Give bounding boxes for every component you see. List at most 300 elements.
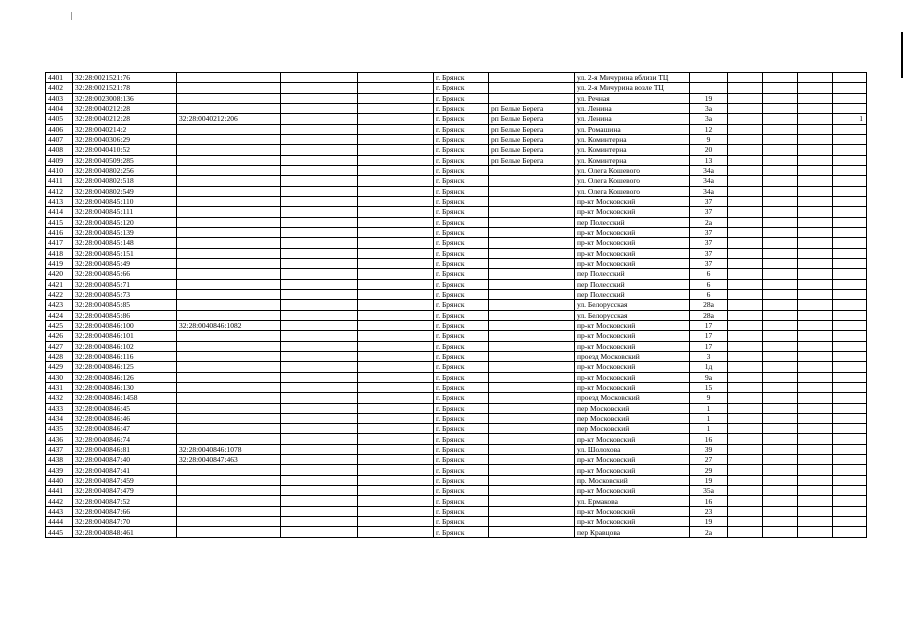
- col-13-cell: [833, 310, 867, 320]
- cadastral-number-cell: 32:28:0021521:78: [73, 83, 177, 93]
- linked-cadastral-number-cell: [177, 124, 281, 134]
- settlement-cell: [489, 486, 575, 496]
- settlement-cell: [489, 434, 575, 444]
- house-number-cell: 3а: [690, 103, 728, 113]
- city-cell: г. Брянск: [434, 134, 489, 144]
- col-5-cell: [358, 527, 434, 537]
- city-cell: г. Брянск: [434, 145, 489, 155]
- street-cell: пер Московский: [575, 424, 690, 434]
- cadastral-number-cell: 32:28:0040847:41: [73, 465, 177, 475]
- col-10-cell: [728, 496, 763, 506]
- row-number-cell: 4413: [46, 196, 73, 206]
- col-4-cell: [281, 320, 358, 330]
- col-10-cell: [728, 455, 763, 465]
- col-11-cell: [763, 424, 798, 434]
- col-5-cell: [358, 382, 434, 392]
- house-number-cell: 13: [690, 155, 728, 165]
- col-10-cell: [728, 279, 763, 289]
- street-cell: пр-кт Московский: [575, 455, 690, 465]
- settlement-cell: [489, 83, 575, 93]
- house-number-cell: 27: [690, 455, 728, 465]
- cadastral-number-cell: 32:28:0040847:66: [73, 506, 177, 516]
- city-cell: г. Брянск: [434, 248, 489, 258]
- city-cell: г. Брянск: [434, 124, 489, 134]
- table-row: [46, 83, 867, 93]
- col-5-cell: [358, 93, 434, 103]
- street-cell: пр. Московский: [575, 475, 690, 485]
- house-number-cell: 3а: [690, 114, 728, 124]
- col-13-cell: [833, 320, 867, 330]
- col-13-cell: [833, 331, 867, 341]
- col-10-cell: [728, 186, 763, 196]
- col-5-cell: [358, 248, 434, 258]
- cadastral-number-cell: 32:28:0040845:120: [73, 217, 177, 227]
- settlement-cell: [489, 196, 575, 206]
- col-10-cell: [728, 93, 763, 103]
- col-13-cell: [833, 124, 867, 134]
- linked-cadastral-number-cell: [177, 413, 281, 423]
- city-cell: г. Брянск: [434, 475, 489, 485]
- col-12-cell: [798, 496, 833, 506]
- col-11-cell: [763, 289, 798, 299]
- registry-table: [45, 72, 867, 538]
- house-number-cell: 1: [690, 403, 728, 413]
- linked-cadastral-number-cell: [177, 465, 281, 475]
- col-13-cell: [833, 486, 867, 496]
- row-number-cell: 4425: [46, 320, 73, 330]
- col-10-cell: [728, 465, 763, 475]
- row-number-cell: 4437: [46, 444, 73, 454]
- street-cell: пр-кт Московский: [575, 258, 690, 268]
- col-13-cell: [833, 196, 867, 206]
- col-13-cell: [833, 289, 867, 299]
- col-5-cell: [358, 496, 434, 506]
- col-5-cell: [358, 362, 434, 372]
- col-12-cell: [798, 155, 833, 165]
- city-cell: г. Брянск: [434, 331, 489, 341]
- col-5-cell: [358, 393, 434, 403]
- city-cell: г. Брянск: [434, 196, 489, 206]
- table-row: [46, 186, 867, 196]
- table-row: [46, 527, 867, 537]
- linked-cadastral-number-cell: [177, 103, 281, 113]
- col-5-cell: [358, 238, 434, 248]
- col-10-cell: [728, 227, 763, 237]
- row-number-cell: 4407: [46, 134, 73, 144]
- linked-cadastral-number-cell: [177, 186, 281, 196]
- col-5-cell: [358, 73, 434, 83]
- table-row: [46, 362, 867, 372]
- col-11-cell: [763, 176, 798, 186]
- house-number-cell: 34а: [690, 186, 728, 196]
- settlement-cell: [489, 444, 575, 454]
- row-number-cell: 4416: [46, 227, 73, 237]
- col-5-cell: [358, 434, 434, 444]
- linked-cadastral-number-cell: [177, 475, 281, 485]
- col-12-cell: [798, 176, 833, 186]
- street-cell: пр-кт Московский: [575, 506, 690, 516]
- col-11-cell: [763, 486, 798, 496]
- col-4-cell: [281, 155, 358, 165]
- col-12-cell: [798, 413, 833, 423]
- linked-cadastral-number-cell: [177, 310, 281, 320]
- col-10-cell: [728, 341, 763, 351]
- city-cell: г. Брянск: [434, 506, 489, 516]
- settlement-cell: [489, 217, 575, 227]
- street-cell: ул. Ромашина: [575, 124, 690, 134]
- city-cell: г. Брянск: [434, 486, 489, 496]
- row-number-cell: 4438: [46, 455, 73, 465]
- table-row: [46, 165, 867, 175]
- row-number-cell: 4421: [46, 279, 73, 289]
- linked-cadastral-number-cell: [177, 424, 281, 434]
- linked-cadastral-number-cell: [177, 93, 281, 103]
- table-row: [46, 455, 867, 465]
- col-13-cell: [833, 393, 867, 403]
- col-10-cell: [728, 506, 763, 516]
- col-11-cell: [763, 382, 798, 392]
- col-5-cell: [358, 320, 434, 330]
- house-number-cell: 19: [690, 517, 728, 527]
- settlement-cell: [489, 475, 575, 485]
- linked-cadastral-number-cell: [177, 517, 281, 527]
- city-cell: г. Брянск: [434, 289, 489, 299]
- col-13-cell: [833, 496, 867, 506]
- col-13-cell: [833, 279, 867, 289]
- table-row: [46, 196, 867, 206]
- city-cell: г. Брянск: [434, 413, 489, 423]
- cadastral-number-cell: 32:28:0040847:459: [73, 475, 177, 485]
- col-13-cell: [833, 217, 867, 227]
- city-cell: г. Брянск: [434, 424, 489, 434]
- settlement-cell: [489, 258, 575, 268]
- cadastral-number-cell: 32:28:0040846:125: [73, 362, 177, 372]
- house-number-cell: 12: [690, 124, 728, 134]
- col-4-cell: [281, 217, 358, 227]
- settlement-cell: рп Белые Берега: [489, 155, 575, 165]
- col-5-cell: [358, 217, 434, 227]
- settlement-cell: [489, 331, 575, 341]
- col-10-cell: [728, 310, 763, 320]
- table-row: [46, 506, 867, 516]
- street-cell: ул. 2-я Мичурина вблизи ТЦ: [575, 73, 690, 83]
- col-10-cell: [728, 320, 763, 330]
- col-13-cell: [833, 176, 867, 186]
- row-number-cell: 4434: [46, 413, 73, 423]
- col-5-cell: [358, 83, 434, 93]
- cadastral-number-cell: 32:28:0040846:47: [73, 424, 177, 434]
- cadastral-number-cell: 32:28:0040212:28: [73, 103, 177, 113]
- row-number-cell: 4426: [46, 331, 73, 341]
- col-5-cell: [358, 403, 434, 413]
- col-5-cell: [358, 413, 434, 423]
- col-4-cell: [281, 227, 358, 237]
- col-10-cell: [728, 83, 763, 93]
- linked-cadastral-number-cell: [177, 289, 281, 299]
- settlement-cell: [489, 248, 575, 258]
- house-number-cell: 37: [690, 238, 728, 248]
- corner-mark: [71, 12, 72, 20]
- col-12-cell: [798, 248, 833, 258]
- street-cell: ул. Белорусская: [575, 310, 690, 320]
- col-12-cell: [798, 134, 833, 144]
- cadastral-number-cell: 32:28:0040845:71: [73, 279, 177, 289]
- cadastral-number-cell: 32:28:0040845:49: [73, 258, 177, 268]
- row-number-cell: 4422: [46, 289, 73, 299]
- settlement-cell: [489, 372, 575, 382]
- settlement-cell: рп Белые Берега: [489, 145, 575, 155]
- col-12-cell: [798, 475, 833, 485]
- col-13-cell: [833, 372, 867, 382]
- col-11-cell: [763, 186, 798, 196]
- house-number-cell: 19: [690, 93, 728, 103]
- col-11-cell: [763, 413, 798, 423]
- col-11-cell: [763, 207, 798, 217]
- col-11-cell: [763, 310, 798, 320]
- col-13-cell: [833, 362, 867, 372]
- cadastral-number-cell: 32:28:0040847:479: [73, 486, 177, 496]
- linked-cadastral-number-cell: [177, 145, 281, 155]
- table-row: [46, 300, 867, 310]
- linked-cadastral-number-cell: [177, 403, 281, 413]
- street-cell: пр-кт Московский: [575, 517, 690, 527]
- cadastral-number-cell: 32:28:0040410:52: [73, 145, 177, 155]
- row-number-cell: 4406: [46, 124, 73, 134]
- cadastral-number-cell: 32:28:0040802:518: [73, 176, 177, 186]
- city-cell: г. Брянск: [434, 269, 489, 279]
- house-number-cell: 17: [690, 341, 728, 351]
- col-4-cell: [281, 517, 358, 527]
- col-12-cell: [798, 227, 833, 237]
- table-row: [46, 279, 867, 289]
- page-edge-mark: [901, 32, 903, 78]
- col-12-cell: [798, 300, 833, 310]
- col-10-cell: [728, 300, 763, 310]
- city-cell: г. Брянск: [434, 310, 489, 320]
- col-4-cell: [281, 341, 358, 351]
- col-12-cell: [798, 207, 833, 217]
- cadastral-number-cell: 32:28:0040845:73: [73, 289, 177, 299]
- col-10-cell: [728, 248, 763, 258]
- house-number-cell: 34а: [690, 176, 728, 186]
- settlement-cell: [489, 393, 575, 403]
- table-row: [46, 351, 867, 361]
- row-number-cell: 4442: [46, 496, 73, 506]
- col-5-cell: [358, 207, 434, 217]
- house-number-cell: 28а: [690, 310, 728, 320]
- table-row: [46, 238, 867, 248]
- house-number-cell: 16: [690, 434, 728, 444]
- col-12-cell: [798, 527, 833, 537]
- table-row: [46, 124, 867, 134]
- house-number-cell: [690, 73, 728, 83]
- cadastral-number-cell: 32:28:0023008:136: [73, 93, 177, 103]
- col-13-cell: [833, 186, 867, 196]
- row-number-cell: 4432: [46, 393, 73, 403]
- col-12-cell: [798, 320, 833, 330]
- settlement-cell: [489, 73, 575, 83]
- settlement-cell: [489, 413, 575, 423]
- cadastral-number-cell: 32:28:0040847:40: [73, 455, 177, 465]
- col-5-cell: [358, 269, 434, 279]
- col-11-cell: [763, 124, 798, 134]
- col-11-cell: [763, 403, 798, 413]
- col-10-cell: [728, 73, 763, 83]
- cadastral-number-cell: 32:28:0040306:29: [73, 134, 177, 144]
- table-row: [46, 176, 867, 186]
- col-12-cell: [798, 114, 833, 124]
- col-5-cell: [358, 341, 434, 351]
- col-12-cell: [798, 279, 833, 289]
- settlement-cell: рп Белые Берега: [489, 124, 575, 134]
- row-number-cell: 4409: [46, 155, 73, 165]
- col-12-cell: [798, 238, 833, 248]
- col-13-cell: [833, 258, 867, 268]
- col-5-cell: [358, 455, 434, 465]
- city-cell: г. Брянск: [434, 496, 489, 506]
- col-11-cell: [763, 73, 798, 83]
- row-number-cell: 4408: [46, 145, 73, 155]
- col-10-cell: [728, 444, 763, 454]
- city-cell: г. Брянск: [434, 83, 489, 93]
- street-cell: проезд Московский: [575, 351, 690, 361]
- linked-cadastral-number-cell: [177, 258, 281, 268]
- col-11-cell: [763, 114, 798, 124]
- house-number-cell: 15: [690, 382, 728, 392]
- row-number-cell: 4401: [46, 73, 73, 83]
- col-4-cell: [281, 455, 358, 465]
- col-4-cell: [281, 444, 358, 454]
- house-number-cell: 9: [690, 134, 728, 144]
- col-10-cell: [728, 207, 763, 217]
- row-number-cell: 4419: [46, 258, 73, 268]
- cadastral-number-cell: 32:28:0040846:81: [73, 444, 177, 454]
- street-cell: ул. Коминтерна: [575, 134, 690, 144]
- row-number-cell: 4429: [46, 362, 73, 372]
- street-cell: пр-кт Московский: [575, 331, 690, 341]
- col-13-cell: [833, 227, 867, 237]
- cadastral-number-cell: 32:28:0040509:285: [73, 155, 177, 165]
- cadastral-number-cell: 32:28:0040214:2: [73, 124, 177, 134]
- street-cell: пр-кт Московский: [575, 372, 690, 382]
- col-4-cell: [281, 434, 358, 444]
- table-row: [46, 496, 867, 506]
- col-13-cell: [833, 341, 867, 351]
- house-number-cell: 37: [690, 227, 728, 237]
- settlement-cell: [489, 310, 575, 320]
- linked-cadastral-number-cell: [177, 382, 281, 392]
- house-number-cell: 6: [690, 289, 728, 299]
- linked-cadastral-number-cell: 32:28:0040212:206: [177, 114, 281, 124]
- city-cell: г. Брянск: [434, 527, 489, 537]
- street-cell: пер Полесский: [575, 289, 690, 299]
- col-13-cell: [833, 300, 867, 310]
- house-number-cell: 17: [690, 320, 728, 330]
- col-11-cell: [763, 134, 798, 144]
- house-number-cell: 9: [690, 393, 728, 403]
- table-row: [46, 134, 867, 144]
- col-13-cell: [833, 155, 867, 165]
- col-12-cell: [798, 382, 833, 392]
- settlement-cell: [489, 207, 575, 217]
- row-number-cell: 4433: [46, 403, 73, 413]
- table-row: [46, 331, 867, 341]
- street-cell: ул. Ленина: [575, 103, 690, 113]
- col-5-cell: [358, 465, 434, 475]
- house-number-cell: 17: [690, 331, 728, 341]
- col-5-cell: [358, 372, 434, 382]
- col-5-cell: [358, 331, 434, 341]
- col-13-cell: [833, 165, 867, 175]
- col-13-cell: [833, 465, 867, 475]
- linked-cadastral-number-cell: [177, 269, 281, 279]
- linked-cadastral-number-cell: [177, 207, 281, 217]
- city-cell: г. Брянск: [434, 517, 489, 527]
- row-number-cell: 4428: [46, 351, 73, 361]
- linked-cadastral-number-cell: 32:28:0040846:1082: [177, 320, 281, 330]
- col-5-cell: [358, 310, 434, 320]
- settlement-cell: [489, 351, 575, 361]
- house-number-cell: [690, 83, 728, 93]
- col-11-cell: [763, 455, 798, 465]
- col-12-cell: [798, 444, 833, 454]
- col-4-cell: [281, 362, 358, 372]
- col-4-cell: [281, 207, 358, 217]
- street-cell: пер Полесский: [575, 217, 690, 227]
- linked-cadastral-number-cell: [177, 134, 281, 144]
- cadastral-number-cell: 32:28:0040846:46: [73, 413, 177, 423]
- city-cell: г. Брянск: [434, 320, 489, 330]
- col-5-cell: [358, 103, 434, 113]
- registry-table-body: [46, 73, 867, 538]
- col-10-cell: [728, 424, 763, 434]
- linked-cadastral-number-cell: [177, 227, 281, 237]
- col-12-cell: [798, 372, 833, 382]
- row-number-cell: 4417: [46, 238, 73, 248]
- col-4-cell: [281, 393, 358, 403]
- col-5-cell: [358, 424, 434, 434]
- col-12-cell: [798, 310, 833, 320]
- table-row: [46, 372, 867, 382]
- col-4-cell: [281, 279, 358, 289]
- settlement-cell: [489, 289, 575, 299]
- row-number-cell: 4414: [46, 207, 73, 217]
- house-number-cell: 2а: [690, 527, 728, 537]
- cadastral-number-cell: 32:28:0040845:151: [73, 248, 177, 258]
- street-cell: пер Московский: [575, 403, 690, 413]
- col-10-cell: [728, 382, 763, 392]
- col-13-cell: 1: [833, 114, 867, 124]
- col-11-cell: [763, 393, 798, 403]
- street-cell: ул. Коминтерна: [575, 145, 690, 155]
- city-cell: г. Брянск: [434, 93, 489, 103]
- settlement-cell: [489, 300, 575, 310]
- house-number-cell: 16: [690, 496, 728, 506]
- col-5-cell: [358, 351, 434, 361]
- street-cell: ул. Ермакова: [575, 496, 690, 506]
- settlement-cell: [489, 424, 575, 434]
- col-13-cell: [833, 475, 867, 485]
- col-13-cell: [833, 73, 867, 83]
- city-cell: г. Брянск: [434, 455, 489, 465]
- cadastral-number-cell: 32:28:0040845:148: [73, 238, 177, 248]
- settlement-cell: рп Белые Берега: [489, 134, 575, 144]
- col-12-cell: [798, 289, 833, 299]
- row-number-cell: 4405: [46, 114, 73, 124]
- house-number-cell: 37: [690, 196, 728, 206]
- settlement-cell: [489, 279, 575, 289]
- col-4-cell: [281, 114, 358, 124]
